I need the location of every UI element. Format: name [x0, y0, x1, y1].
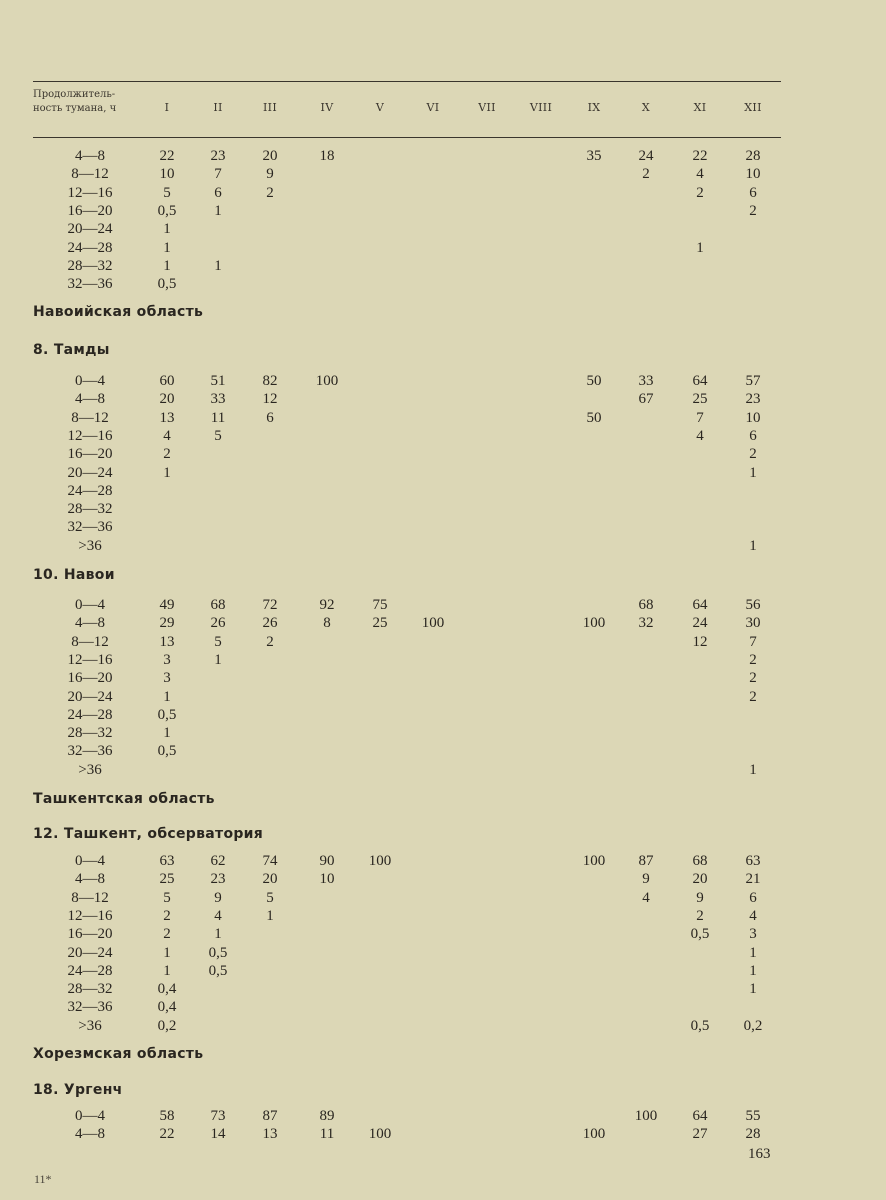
value-cell-ii: 23	[210, 871, 226, 888]
value-cell-ix: 35	[586, 148, 602, 164]
region-heading: Навоийская область	[33, 304, 204, 320]
value-cell-v: 25	[372, 615, 388, 632]
value-cell-iv: 89	[319, 1108, 335, 1124]
value-cell-ii: 7	[214, 166, 222, 183]
duration-range-cell: 24—28	[67, 962, 113, 979]
value-cell-iii: 72	[262, 597, 278, 613]
value-cell-i: 5	[163, 184, 171, 201]
duration-range-cell: 32—36	[67, 276, 113, 293]
value-cell-i: 1	[163, 464, 171, 481]
duration-range-cell: 16—20	[67, 446, 113, 463]
duration-range-cell: 32—36	[67, 519, 113, 536]
duration-range-cell: 16—20	[67, 202, 113, 219]
value-cell-ii: 0,5	[208, 962, 228, 979]
value-cell-x: 100	[634, 1108, 658, 1124]
value-cell-xii: 2	[749, 688, 757, 705]
value-cell-i: 0,4	[157, 981, 177, 998]
value-cell-xii: 28	[745, 1126, 761, 1143]
value-cell-i: 1	[163, 962, 171, 979]
value-cell-xi: 24	[692, 615, 708, 632]
value-cell-i: 2	[163, 907, 171, 924]
month-header-xii: XII	[744, 101, 762, 114]
duration-range-cell: 28—32	[67, 981, 113, 998]
value-cell-i: 22	[159, 1126, 175, 1143]
duration-range-cell: 32—36	[67, 743, 113, 760]
month-header-vii: VII	[478, 101, 496, 114]
value-cell-ix: 100	[582, 615, 606, 632]
value-cell-i: 25	[159, 871, 175, 888]
value-cell-xii: 0,2	[743, 1017, 763, 1034]
value-cell-iv: 8	[323, 615, 331, 632]
duration-range-cell: 28—32	[67, 725, 113, 742]
value-cell-xi: 7	[696, 409, 704, 426]
page-number: 163	[748, 1146, 771, 1162]
value-cell-ii: 1	[214, 257, 222, 274]
value-cell-i: 5	[163, 889, 171, 906]
duration-range-cell: 8—12	[71, 166, 109, 183]
value-cell-xii: 4	[749, 907, 757, 924]
value-cell-xii: 2	[749, 670, 757, 687]
value-cell-xi: 0,5	[690, 1017, 710, 1034]
value-cell-xi: 68	[692, 853, 708, 869]
value-cell-i: 0,4	[157, 999, 177, 1016]
value-cell-xii: 1	[749, 962, 757, 979]
value-cell-i: 0,2	[157, 1017, 177, 1034]
value-cell-ii: 73	[210, 1108, 226, 1124]
duration-range-cell: 4—8	[75, 391, 105, 408]
value-cell-i: 1	[163, 257, 171, 274]
value-cell-xi: 20	[692, 871, 708, 888]
value-cell-iii: 6	[266, 409, 274, 426]
value-cell-xii: 21	[745, 871, 761, 888]
value-cell-i: 1	[163, 944, 171, 961]
month-header-iii: III	[263, 101, 277, 114]
value-cell-ix: 100	[582, 1126, 606, 1143]
value-cell-x: 33	[638, 373, 654, 389]
station-heading: 12. Ташкент, обсерватория	[33, 826, 264, 842]
duration-range-cell: 8—12	[71, 633, 109, 650]
duration-column-header	[33, 88, 143, 116]
value-cell-xii: 2	[749, 651, 757, 668]
value-cell-ii: 11	[210, 409, 226, 426]
value-cell-iv: 92	[319, 597, 335, 613]
duration-range-cell: 4—8	[75, 1126, 105, 1143]
value-cell-i: 1	[163, 221, 171, 238]
value-cell-xii: 30	[745, 615, 761, 632]
value-cell-xii: 6	[749, 427, 757, 444]
value-cell-i: 2	[163, 446, 171, 463]
value-cell-iii: 13	[262, 1126, 278, 1143]
month-header-i: I	[164, 101, 170, 114]
value-cell-xii: 56	[745, 597, 761, 613]
duration-range-cell: >36	[78, 1017, 102, 1034]
value-cell-ii: 4	[214, 907, 222, 924]
value-cell-ix: 50	[586, 409, 602, 426]
value-cell-i: 0,5	[157, 276, 177, 293]
value-cell-i: 0,5	[157, 202, 177, 219]
value-cell-ii: 1	[214, 202, 222, 219]
value-cell-xii: 1	[749, 761, 757, 778]
value-cell-ii: 0,5	[208, 944, 228, 961]
value-cell-x: 2	[642, 166, 650, 183]
value-cell-x: 24	[638, 148, 654, 164]
duration-range-cell: 4—8	[75, 871, 105, 888]
value-cell-ii: 9	[214, 889, 222, 906]
region-heading: Хорезмская область	[33, 1046, 204, 1062]
value-cell-vi: 100	[421, 615, 445, 632]
value-cell-ii: 5	[214, 427, 222, 444]
value-cell-i: 20	[159, 391, 175, 408]
value-cell-iii: 1	[266, 907, 274, 924]
duration-range-cell: 8—12	[71, 409, 109, 426]
duration-range-cell: 12—16	[67, 427, 113, 444]
value-cell-ix: 50	[586, 373, 602, 389]
duration-header-line: ность тумана, ч	[33, 103, 117, 114]
value-cell-i: 1	[163, 688, 171, 705]
duration-range-cell: 0—4	[75, 373, 105, 389]
month-header-v: V	[375, 101, 385, 114]
value-cell-xi: 64	[692, 597, 708, 613]
value-cell-xi: 0,5	[690, 926, 710, 943]
value-cell-i: 1	[163, 725, 171, 742]
value-cell-i: 13	[159, 633, 175, 650]
value-cell-iii: 87	[262, 1108, 278, 1124]
station-heading: 8. Тамды	[33, 342, 110, 358]
signature-mark: 11*	[34, 1172, 52, 1186]
value-cell-i: 3	[163, 670, 171, 687]
value-cell-x: 68	[638, 597, 654, 613]
value-cell-xii: 6	[749, 889, 757, 906]
station-heading: 18. Ургенч	[33, 1082, 123, 1098]
value-cell-xi: 22	[692, 148, 708, 164]
duration-range-cell: 28—32	[67, 257, 113, 274]
value-cell-ii: 68	[210, 597, 226, 613]
duration-range-cell: 16—20	[67, 926, 113, 943]
value-cell-ii: 23	[210, 148, 226, 164]
value-cell-ii: 14	[210, 1126, 226, 1143]
value-cell-xi: 4	[696, 427, 704, 444]
value-cell-i: 22	[159, 148, 175, 164]
station-heading: 10. Навои	[33, 567, 115, 583]
value-cell-ix: 100	[582, 853, 606, 869]
value-cell-xii: 55	[745, 1108, 761, 1124]
duration-range-cell: 32—36	[67, 999, 113, 1016]
duration-range-cell: 0—4	[75, 597, 105, 613]
value-cell-xi: 12	[692, 633, 708, 650]
value-cell-i: 13	[159, 409, 175, 426]
region-heading: Ташкентская область	[33, 791, 215, 807]
value-cell-xi: 64	[692, 373, 708, 389]
duration-range-cell: 12—16	[67, 184, 113, 201]
value-cell-ii: 1	[214, 651, 222, 668]
value-cell-xii: 57	[745, 373, 761, 389]
duration-range-cell: >36	[78, 537, 102, 554]
value-cell-xi: 27	[692, 1126, 708, 1143]
month-header-vi: VI	[426, 101, 440, 114]
value-cell-i: 58	[159, 1108, 175, 1124]
duration-range-cell: 24—28	[67, 706, 113, 723]
value-cell-x: 67	[638, 391, 654, 408]
value-cell-xii: 6	[749, 184, 757, 201]
value-cell-i: 0,5	[157, 743, 177, 760]
month-header-ii: II	[213, 101, 223, 114]
value-cell-ii: 33	[210, 391, 226, 408]
duration-range-cell: 0—4	[75, 1108, 105, 1124]
value-cell-x: 87	[638, 853, 654, 869]
value-cell-xii: 10	[745, 166, 761, 183]
value-cell-iii: 2	[266, 184, 274, 201]
month-header-x: X	[641, 101, 651, 114]
duration-range-cell: 20—24	[67, 221, 113, 238]
value-cell-xii: 1	[749, 464, 757, 481]
value-cell-iii: 9	[266, 166, 274, 183]
table-header-rule	[33, 137, 781, 138]
value-cell-xii: 63	[745, 853, 761, 869]
value-cell-ii: 1	[214, 926, 222, 943]
value-cell-iv: 11	[319, 1126, 335, 1143]
month-header-iv: IV	[320, 101, 334, 114]
value-cell-v: 100	[368, 1126, 392, 1143]
duration-range-cell: 20—24	[67, 688, 113, 705]
duration-range-cell: >36	[78, 761, 102, 778]
value-cell-i: 60	[159, 373, 175, 389]
value-cell-xii: 28	[745, 148, 761, 164]
value-cell-i: 29	[159, 615, 175, 632]
value-cell-xi: 2	[696, 907, 704, 924]
value-cell-xi: 9	[696, 889, 704, 906]
value-cell-xii: 2	[749, 446, 757, 463]
duration-range-cell: 24—28	[67, 482, 113, 499]
value-cell-xii: 10	[745, 409, 761, 426]
value-cell-x: 32	[638, 615, 654, 632]
value-cell-v: 100	[368, 853, 392, 869]
duration-range-cell: 0—4	[75, 853, 105, 869]
value-cell-x: 9	[642, 871, 650, 888]
duration-range-cell: 16—20	[67, 670, 113, 687]
value-cell-iii: 26	[262, 615, 278, 632]
duration-range-cell: 4—8	[75, 148, 105, 164]
value-cell-iii: 20	[262, 871, 278, 888]
value-cell-i: 63	[159, 853, 175, 869]
duration-range-cell: 8—12	[71, 889, 109, 906]
duration-range-cell: 12—16	[67, 907, 113, 924]
month-header-ix: IX	[587, 101, 601, 114]
table-top-rule	[33, 81, 781, 82]
duration-header-line: Продолжитель-	[33, 89, 116, 100]
month-header-xi: XI	[693, 101, 707, 114]
duration-range-cell: 28—32	[67, 501, 113, 518]
value-cell-x: 4	[642, 889, 650, 906]
value-cell-xii: 23	[745, 391, 761, 408]
value-cell-ii: 26	[210, 615, 226, 632]
value-cell-ii: 51	[210, 373, 226, 389]
value-cell-ii: 6	[214, 184, 222, 201]
value-cell-iv: 100	[315, 373, 339, 389]
value-cell-iii: 74	[262, 853, 278, 869]
duration-range-cell: 20—24	[67, 944, 113, 961]
value-cell-xi: 1	[696, 239, 704, 256]
value-cell-iii: 20	[262, 148, 278, 164]
value-cell-iv: 18	[319, 148, 335, 164]
duration-range-cell: 24—28	[67, 239, 113, 256]
value-cell-iii: 5	[266, 889, 274, 906]
value-cell-i: 10	[159, 166, 175, 183]
value-cell-i: 1	[163, 239, 171, 256]
value-cell-xii: 7	[749, 633, 757, 650]
duration-range-cell: 4—8	[75, 615, 105, 632]
value-cell-xii: 2	[749, 202, 757, 219]
value-cell-ii: 62	[210, 853, 226, 869]
value-cell-iii: 82	[262, 373, 278, 389]
value-cell-xii: 1	[749, 944, 757, 961]
duration-range-cell: 12—16	[67, 651, 113, 668]
value-cell-xii: 3	[749, 926, 757, 943]
value-cell-xi: 2	[696, 184, 704, 201]
value-cell-xii: 1	[749, 981, 757, 998]
month-header-viii: VIII	[529, 101, 553, 114]
value-cell-iii: 2	[266, 633, 274, 650]
value-cell-v: 75	[372, 597, 388, 613]
value-cell-iii: 12	[262, 391, 278, 408]
value-cell-i: 0,5	[157, 706, 177, 723]
value-cell-xi: 64	[692, 1108, 708, 1124]
value-cell-iv: 90	[319, 853, 335, 869]
value-cell-xi: 4	[696, 166, 704, 183]
value-cell-iv: 10	[319, 871, 335, 888]
value-cell-i: 49	[159, 597, 175, 613]
value-cell-xii: 1	[749, 537, 757, 554]
value-cell-i: 3	[163, 651, 171, 668]
duration-range-cell: 20—24	[67, 464, 113, 481]
value-cell-ii: 5	[214, 633, 222, 650]
value-cell-xi: 25	[692, 391, 708, 408]
value-cell-i: 2	[163, 926, 171, 943]
value-cell-i: 4	[163, 427, 171, 444]
